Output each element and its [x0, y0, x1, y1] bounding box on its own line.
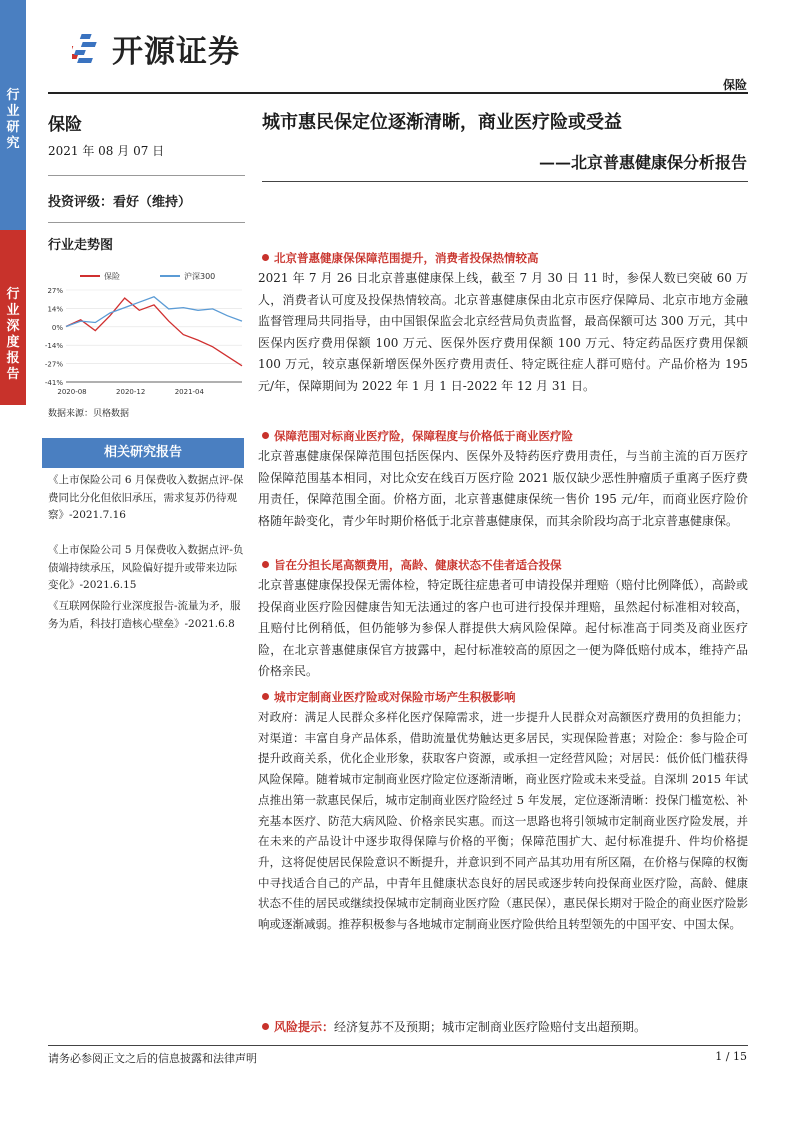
bullet-icon: [262, 1023, 269, 1030]
report-date: 2021 年 08 月 07 日: [48, 144, 165, 158]
section-body: 北京普惠健康保投保无需体检，特定既往症患者可申请投保并理赔（赔付比例降低），高龄或投保商业医疗险因健康告知无法通过的客户也可进行投保并理赔，虽然起付标准相对较高，且赔付比例稍低，但仍能够为参保人群提供大病风险保障。起付标准高于同类及商业医疗险，在北京普惠健康保官方披露中，起付标准较高的原因之一便为降低赔付成本，维持产品价格亲民。: [258, 578, 748, 678]
investment-rating: 投资评级：看好（维持）: [48, 195, 192, 210]
related-reports-header: 相关研究报告: [42, 438, 244, 468]
bullet-icon: [262, 561, 269, 568]
x-tick-label: 2020-12: [116, 388, 146, 396]
y-tick-label: 14%: [47, 305, 63, 314]
footer-disclaimer: 请务必参阅正文之后的信息披露和法律声明: [48, 1052, 257, 1065]
bullet-icon: [262, 432, 269, 439]
sector-label: 保险: [48, 115, 82, 135]
section-body: 对政府：满足人民群众多样化医疗保障需求，进一步提升人民群众对高额医疗费用的负担能力；对渠道：丰富自身产品体系，借助流量优势触达更多居民，实现保险普惠；对险企：参与险企可提升政商关系，优化企业形象，获取客户资源，或承担一定经营风险；对居民：低价低门槛获得风险保障。随着城市定制商业医疗险定位逐渐清晰，商业医疗险或未来受益。自深圳 2015 年试点推出第一款惠民保后，城市定制商业医疗险经过 5 年发展，定位逐渐清晰：投保门槛宽松、补充基本医疗、防范大病风险、价格亲民实惠。而这一思路也将引领城市定制商业医疗险发展，并在未来的产品设计中逐步取得保障与价格的平衡；保障范围扩大、起付标准提升、件均价格提升，这将促使居民保险意识不断提升，并意识到不同产品其功用有所区隔，在价格与保障的权衡中寻找适合自己的产品，中青年且健康状态良好的居民或逐步转向投保商业医疗险，高龄、健康状态不佳的居民或继续投保城市定制商业医疗险（惠民保），惠民保长期对于险企的商业医疗险影响或逐渐减弱。推荐积极参与各地城市定制商业医疗险供给且转型领先的中国平安、中国太保。: [258, 710, 748, 932]
risk-label: 风险提示：: [274, 1020, 335, 1034]
y-tick-label: -41%: [44, 379, 63, 387]
trend-chart-title: 行业走势图: [48, 238, 114, 253]
header-sector-tag: 保险: [722, 78, 747, 92]
bullet-icon: [262, 254, 269, 261]
footer-rule: [48, 1045, 748, 1046]
chart-source: 数据来源：贝格数据: [48, 409, 130, 419]
section-heading: [262, 556, 748, 574]
section-heading-text: 北京普惠健康保保障范围提升，消费者投保热情较高: [274, 251, 539, 265]
section-body: 北京普惠健康保保障范围包括医保内、医保外及特药医疗费用责任，与当前主流的百万医疗险保障范围基本相同，对比众安在线百万医疗险 2021 版仅缺少恶性肿瘤质子重离子医疗费用责任，保障范围全面。价格方面，北京普惠健康保统一售价 195 元/年，而商业医疗险价格随年龄变化，青少年时期价格低于北京普惠健康保，而其余阶段均高于北京普惠健康保。: [258, 449, 748, 528]
industry-trend-chart: [36, 264, 248, 400]
x-tick-label: 2021-04: [174, 388, 204, 396]
risk-notice: [262, 1017, 748, 1037]
divider: [48, 222, 245, 223]
section-heading-text: 旨在分担长尾高额费用，高龄、健康状态不佳者适合投保: [274, 558, 562, 572]
report-title: 城市惠民保定位逐渐清晰，商业医疗险或受益: [262, 112, 622, 133]
y-tick-label: 27%: [47, 287, 63, 295]
related-report-item[interactable]: 《互联网保险行业深度报告-流量为矛，服务为盾，科技打造核心壁垒》-2021.6.8: [48, 600, 241, 630]
related-report-item[interactable]: 《上市保险公司 5 月保费收入数据点评-负债端持续承压，风险偏好提升或带来边际变化》-2021.6.15: [48, 544, 244, 591]
sidebar-tag-industry-deep-report: 行业深度报告: [6, 287, 20, 382]
risk-text: 经济复苏不及预期；城市定制商业医疗险赔付支出超预期。: [334, 1020, 647, 1034]
section-body: 2021 年 7 月 26 日北京普惠健康保上线，截至 7 月 30 日 11 时，参保人数已突破 60 万人，消费者认可度及投保热情较高。北京普惠健康保由北京市医疗保障局、北京市地方金融监督管理局共同指导，由中国银保监会北京经营局负责监督，最高保额可达 300 万元，其中医保内医疗费用保额 100 万元、医保外医疗费用保额 100 万元、特定药品医疗费用保额 100 万元，较京惠保新增医保外医疗费用责任、特定既往症人群可赔付。产品价格为 195 元/年，保障期间为 2022 年 1 月 1 日-2022 年 12 月 31 日。: [258, 271, 748, 393]
y-tick-label: -14%: [44, 342, 63, 351]
report-subtitle: ——北京普惠健康保分析报告: [538, 153, 747, 172]
legend-label: 保险: [104, 272, 120, 281]
sidebar-tag-industry-research: 行业研究: [6, 88, 20, 151]
section-heading: [262, 427, 748, 445]
series-line-csi300: [66, 297, 242, 327]
page-number: 1 / 15: [715, 1050, 747, 1063]
brand-name: 开源证券: [112, 34, 240, 70]
header-rule: [48, 92, 748, 94]
title-rule: [262, 181, 748, 182]
divider: [48, 175, 245, 176]
section-heading-text: 城市定制商业医疗险或对保险市场产生积极影响: [274, 690, 516, 704]
section-heading: [262, 688, 748, 706]
section-heading-text: 保障范围对标商业医疗险，保障程度与价格低于商业医疗险: [274, 429, 573, 443]
bullet-icon: [262, 693, 269, 700]
y-tick-label: 0%: [51, 323, 63, 332]
x-tick-label: 2020-08: [57, 388, 87, 396]
y-tick-label: -27%: [44, 360, 63, 369]
section-heading: [262, 249, 748, 267]
legend-label: 沪深300: [184, 272, 216, 281]
related-report-item[interactable]: 《上市保险公司 6 月保费收入数据点评-保费同比分化但依旧承压，需求复苏仍待观察》-2021.7.16: [48, 474, 244, 521]
